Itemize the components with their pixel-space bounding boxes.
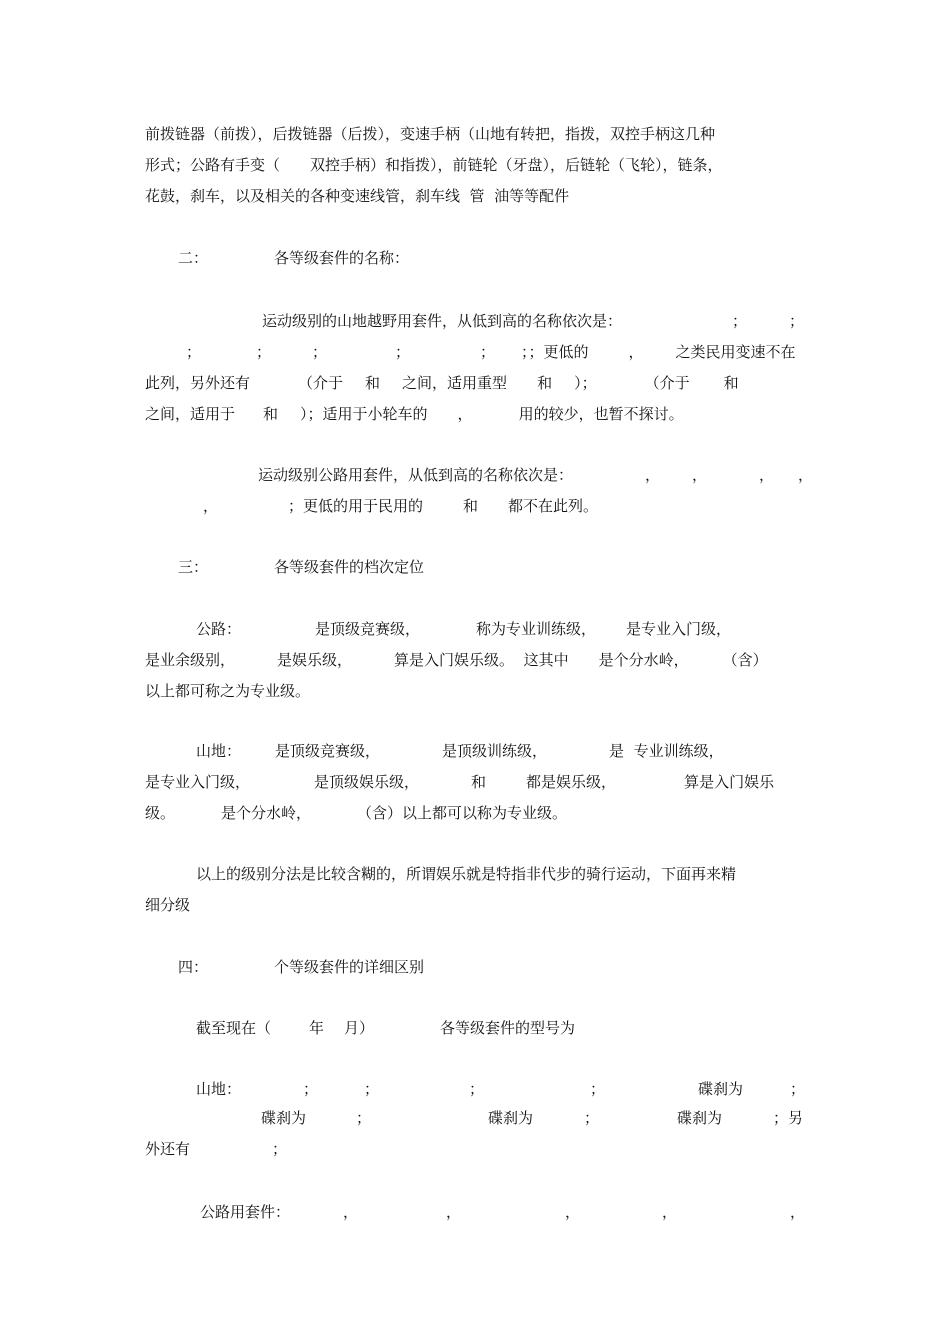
mtb-sep-3: ； xyxy=(186,343,202,361)
mtb-names-line-1: 运动级别的山地越野用套件，从低到高的名称依次是： xyxy=(262,312,623,330)
mtb-sep-6: ； xyxy=(395,343,411,361)
mtb-disc-1: 碟刹为 xyxy=(698,1080,744,1098)
mtb-model-sep-4: ； xyxy=(590,1080,606,1098)
mtb-model-sep-3: ； xyxy=(469,1080,485,1098)
mtb-sep-2: ； xyxy=(789,312,805,330)
mtb-sep-4: ； xyxy=(256,343,272,361)
mtb-names-line-4: 之间，适用于 和 ）；适用于小轮车的 ， 用的较少，也暂不探讨。 xyxy=(145,405,684,423)
mtb-names-line-2-tail: ；；更低的 ， 之类民用变速不在 xyxy=(521,343,796,361)
road-sep-1: ， xyxy=(645,466,661,484)
intro-line-3: 花鼓，刹车，以及相关的各种变速线管，刹车线 管 油等等配件 xyxy=(145,187,570,205)
mtb-model-sep-7: ； xyxy=(584,1109,600,1127)
mtb-sep-7: ； xyxy=(480,343,496,361)
road-sep-5: ， xyxy=(203,497,219,515)
road-level-line-1: 公路： 是顶级竞赛级， 称为专业训练级， 是专业入门级， xyxy=(196,620,732,638)
section-3-heading: 三： 各等级套件的档次定位 xyxy=(178,558,425,576)
road-model-sep-3: ， xyxy=(565,1203,581,1221)
mtb-names-line-3: 此列，另外还有 （介于 和 之间，适用重型 和 ）； （介于 和 xyxy=(145,374,739,392)
mtb-model-sep-6: ； xyxy=(356,1109,372,1127)
intro-line-1: 前拨链器（前拨），后拨链器（后拨），变速手柄（山地有转把，指拨，双控手柄这几种 xyxy=(145,125,716,143)
road-model-sep-5: ， xyxy=(790,1203,806,1221)
mtb-model-sep-8: ； xyxy=(272,1140,288,1158)
road-level-line-2: 是业余级别， 是娱乐级， 算是入门娱乐级。 这其中 是个分水岭， （含） xyxy=(145,651,768,669)
road-sep-2: ， xyxy=(692,466,708,484)
road-models-label: 公路用套件： xyxy=(200,1203,291,1221)
mtb-model-sep-5: ； xyxy=(790,1080,806,1098)
asof-line: 截至现在（ 年 月） 各等级套件的型号为 xyxy=(196,1019,576,1037)
road-model-sep-2: ， xyxy=(446,1203,462,1221)
note-line-1: 以上的级别分法是比较含糊的，所谓娱乐就是特指非代步的骑行运动，下面再来精 xyxy=(196,865,737,883)
road-sep-3: ， xyxy=(759,466,775,484)
section-4-heading: 四： 个等级套件的详细区别 xyxy=(178,958,425,976)
mtb-model-sep-1: ； xyxy=(303,1080,319,1098)
mtb-other-b: 外还有 xyxy=(145,1140,191,1158)
mtb-level-line-3: 级。 是个分水岭， （含）以上都可以称为专业级。 xyxy=(145,804,568,822)
mtb-level-line-2: 是专业入门级， 是顶级娱乐级， 和 都是娱乐级， 算是入门娱乐 xyxy=(145,773,775,791)
road-names-line-2-tail: ；更低的用于民用的 和 都不在此列。 xyxy=(288,497,599,515)
mtb-models-label: 山地： xyxy=(196,1080,242,1098)
mtb-disc-2: 碟刹为 xyxy=(261,1109,307,1127)
mtb-sep-1: ； xyxy=(732,312,748,330)
mtb-disc-3: 碟刹为 xyxy=(488,1109,534,1127)
mtb-model-sep-2: ； xyxy=(364,1080,380,1098)
mtb-level-line-1: 山地： 是顶级竞赛级， 是顶级训练级， 是 专业训练级， xyxy=(196,742,724,760)
road-model-sep-4: ， xyxy=(662,1203,678,1221)
road-model-sep-1: ， xyxy=(343,1203,359,1221)
road-sep-4: ， xyxy=(798,466,814,484)
mtb-sep-5: ； xyxy=(312,343,328,361)
intro-line-2: 形式；公路有手变（ 双控手柄）和指拨），前链轮（牙盘），后链轮（飞轮），链条， xyxy=(145,156,723,174)
section-2-heading: 二： 各等级套件的名称： xyxy=(178,249,410,267)
mtb-other-a: ；另 xyxy=(773,1109,804,1127)
road-names-line-1: 运动级别公路用套件，从低到高的名称依次是： xyxy=(258,466,574,484)
note-line-2: 细分级 xyxy=(145,896,191,914)
mtb-disc-4: 碟刹为 xyxy=(677,1109,723,1127)
road-level-line-3: 以上都可称之为专业级。 xyxy=(145,682,311,700)
